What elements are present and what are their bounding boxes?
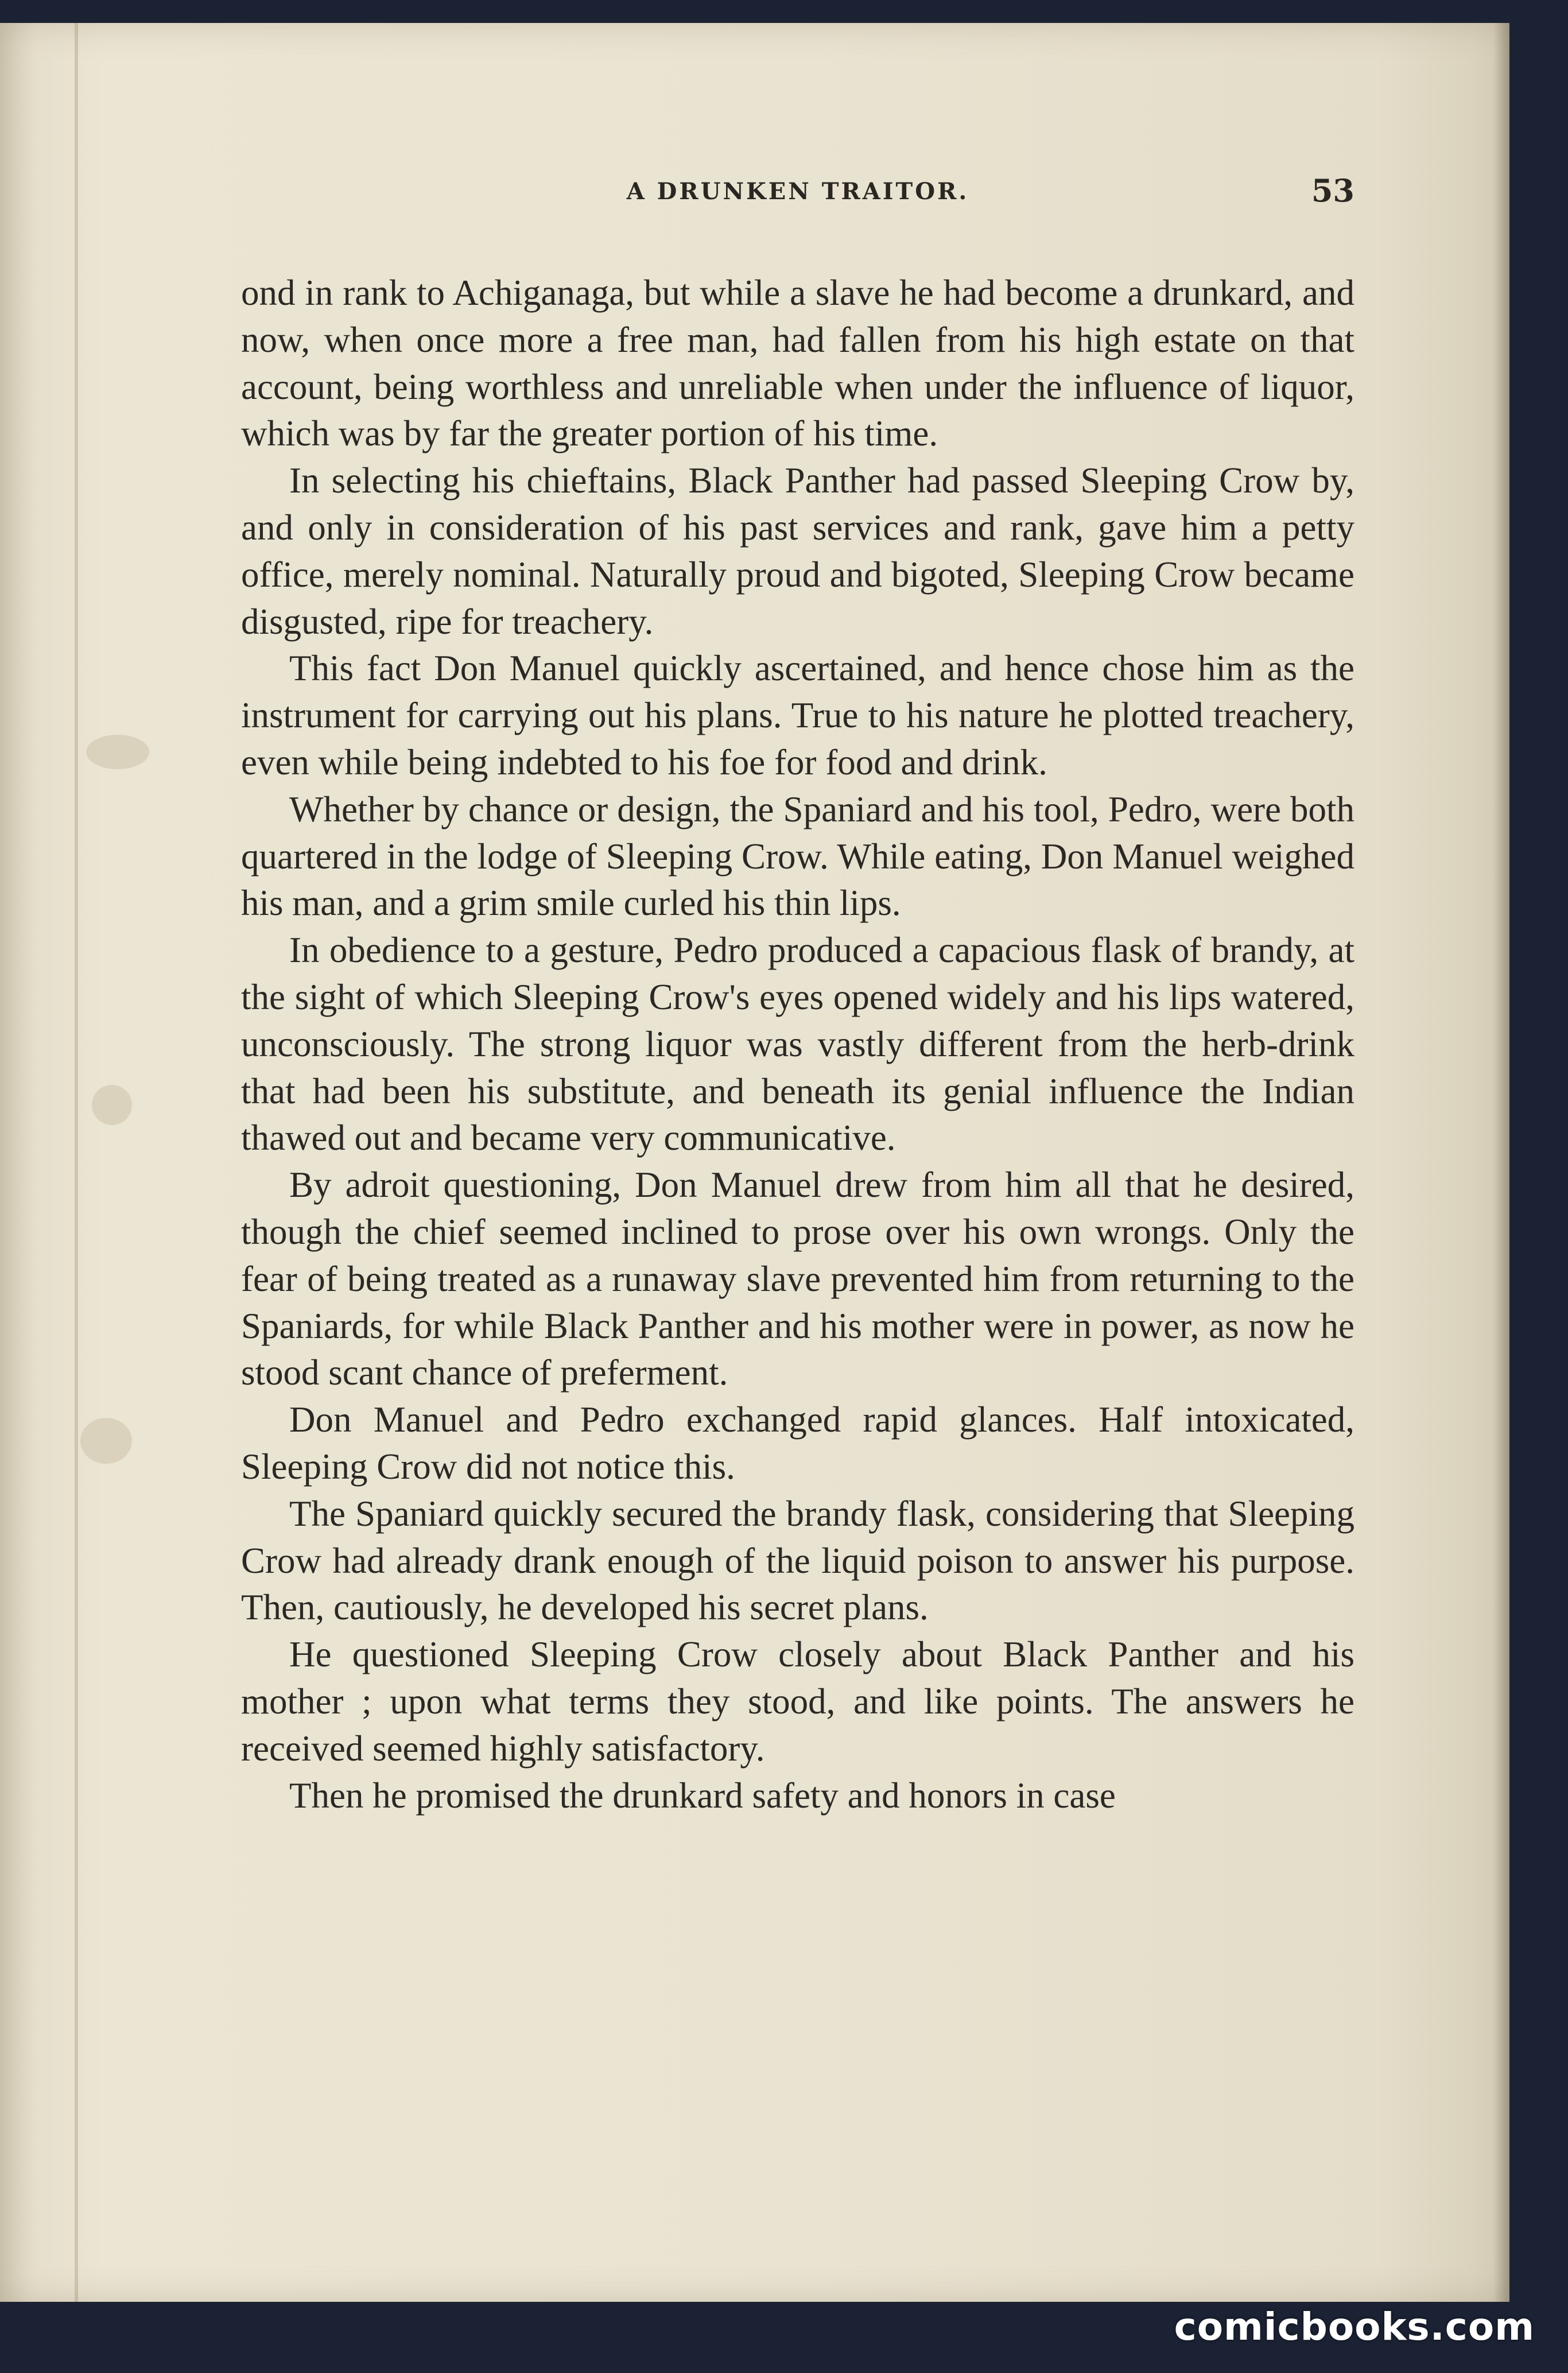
paper-stain [80, 1418, 132, 1464]
paragraph: By adroit questioning, Don Manuel drew from him all that he desired, though the chief seemed inclined to prose over his own wrongs. Only the fear of being treated as a runaway slave prevented him from returning to the Spaniards, for while Black Panther and his mother were in power, as now he stood scant chance of preferment. [241, 1165, 1354, 1393]
paragraph: Don Manuel and Pedro exchanged rapid glances. Half intoxicated, Sleeping Crow did not notice this. [241, 1399, 1354, 1487]
paragraph: Whether by chance or design, the Spaniard and his tool, Pedro, were both quartered in the lodge of Sleeping Crow. While eating, Don Manuel weighed his man, and a grim smile curled his thin lips. [241, 789, 1354, 924]
page-fold-line [75, 23, 78, 2302]
site-watermark: comicbooks.com [1174, 2305, 1535, 2349]
paragraph: The Spaniard quickly secured the brandy flask, considering that Sleeping Crow had already drank enough of the liquid poison to answer his purpose. Then, cautiously, he developed his secret plans. [241, 1493, 1354, 1628]
paragraph: This fact Don Manuel quickly ascertained, and hence chose him as the instrument for carrying out his plans. True to his nature he plotted treachery, even while being indebted to his foe for food and drink. [241, 648, 1354, 782]
page-edge-shadow [1493, 23, 1509, 2302]
book-page [0, 23, 1509, 2302]
paragraph: He questioned Sleeping Crow closely about Black Panther and his mother ; upon what terms they stood, and like points. The answers he received seemed highly satisfactory. [241, 1634, 1354, 1769]
paragraph: In selecting his chieftains, Black Panther had passed Sleeping Crow by, and only in consideration of his past services and rank, gave him a petty office, merely nominal. Naturally proud and bigoted, Sleeping Crow became disgusted, ripe for treachery. [241, 460, 1354, 642]
paper-stain [86, 735, 149, 769]
page-number: 53 [1311, 172, 1354, 209]
page-header [241, 164, 1354, 216]
body-text [241, 270, 1354, 1819]
paragraph: In obedience to a gesture, Pedro produced a capacious flask of brandy, at the sight of which Sleeping Crow's eyes opened widely and his lips watered, unconsciously. The strong liquor was vastly different from the herb-drink that had been his substitute, and beneath its genial influence the Indian thawed out and became very communicative. [241, 930, 1354, 1158]
running-title: A DRUNKEN TRAITOR. [626, 178, 969, 205]
paragraph: ond in rank to Achiganaga, but while a slave he had become a drunkard, and now, when once more a free man, had fallen from his high estate on that account, being worthless and unreliable when under the influence of liquor, which was by far the greater portion of his time. [241, 273, 1354, 454]
paper-stain [92, 1085, 132, 1125]
paragraph: Then he promised the drunkard safety and honors in case [289, 1775, 1116, 1816]
